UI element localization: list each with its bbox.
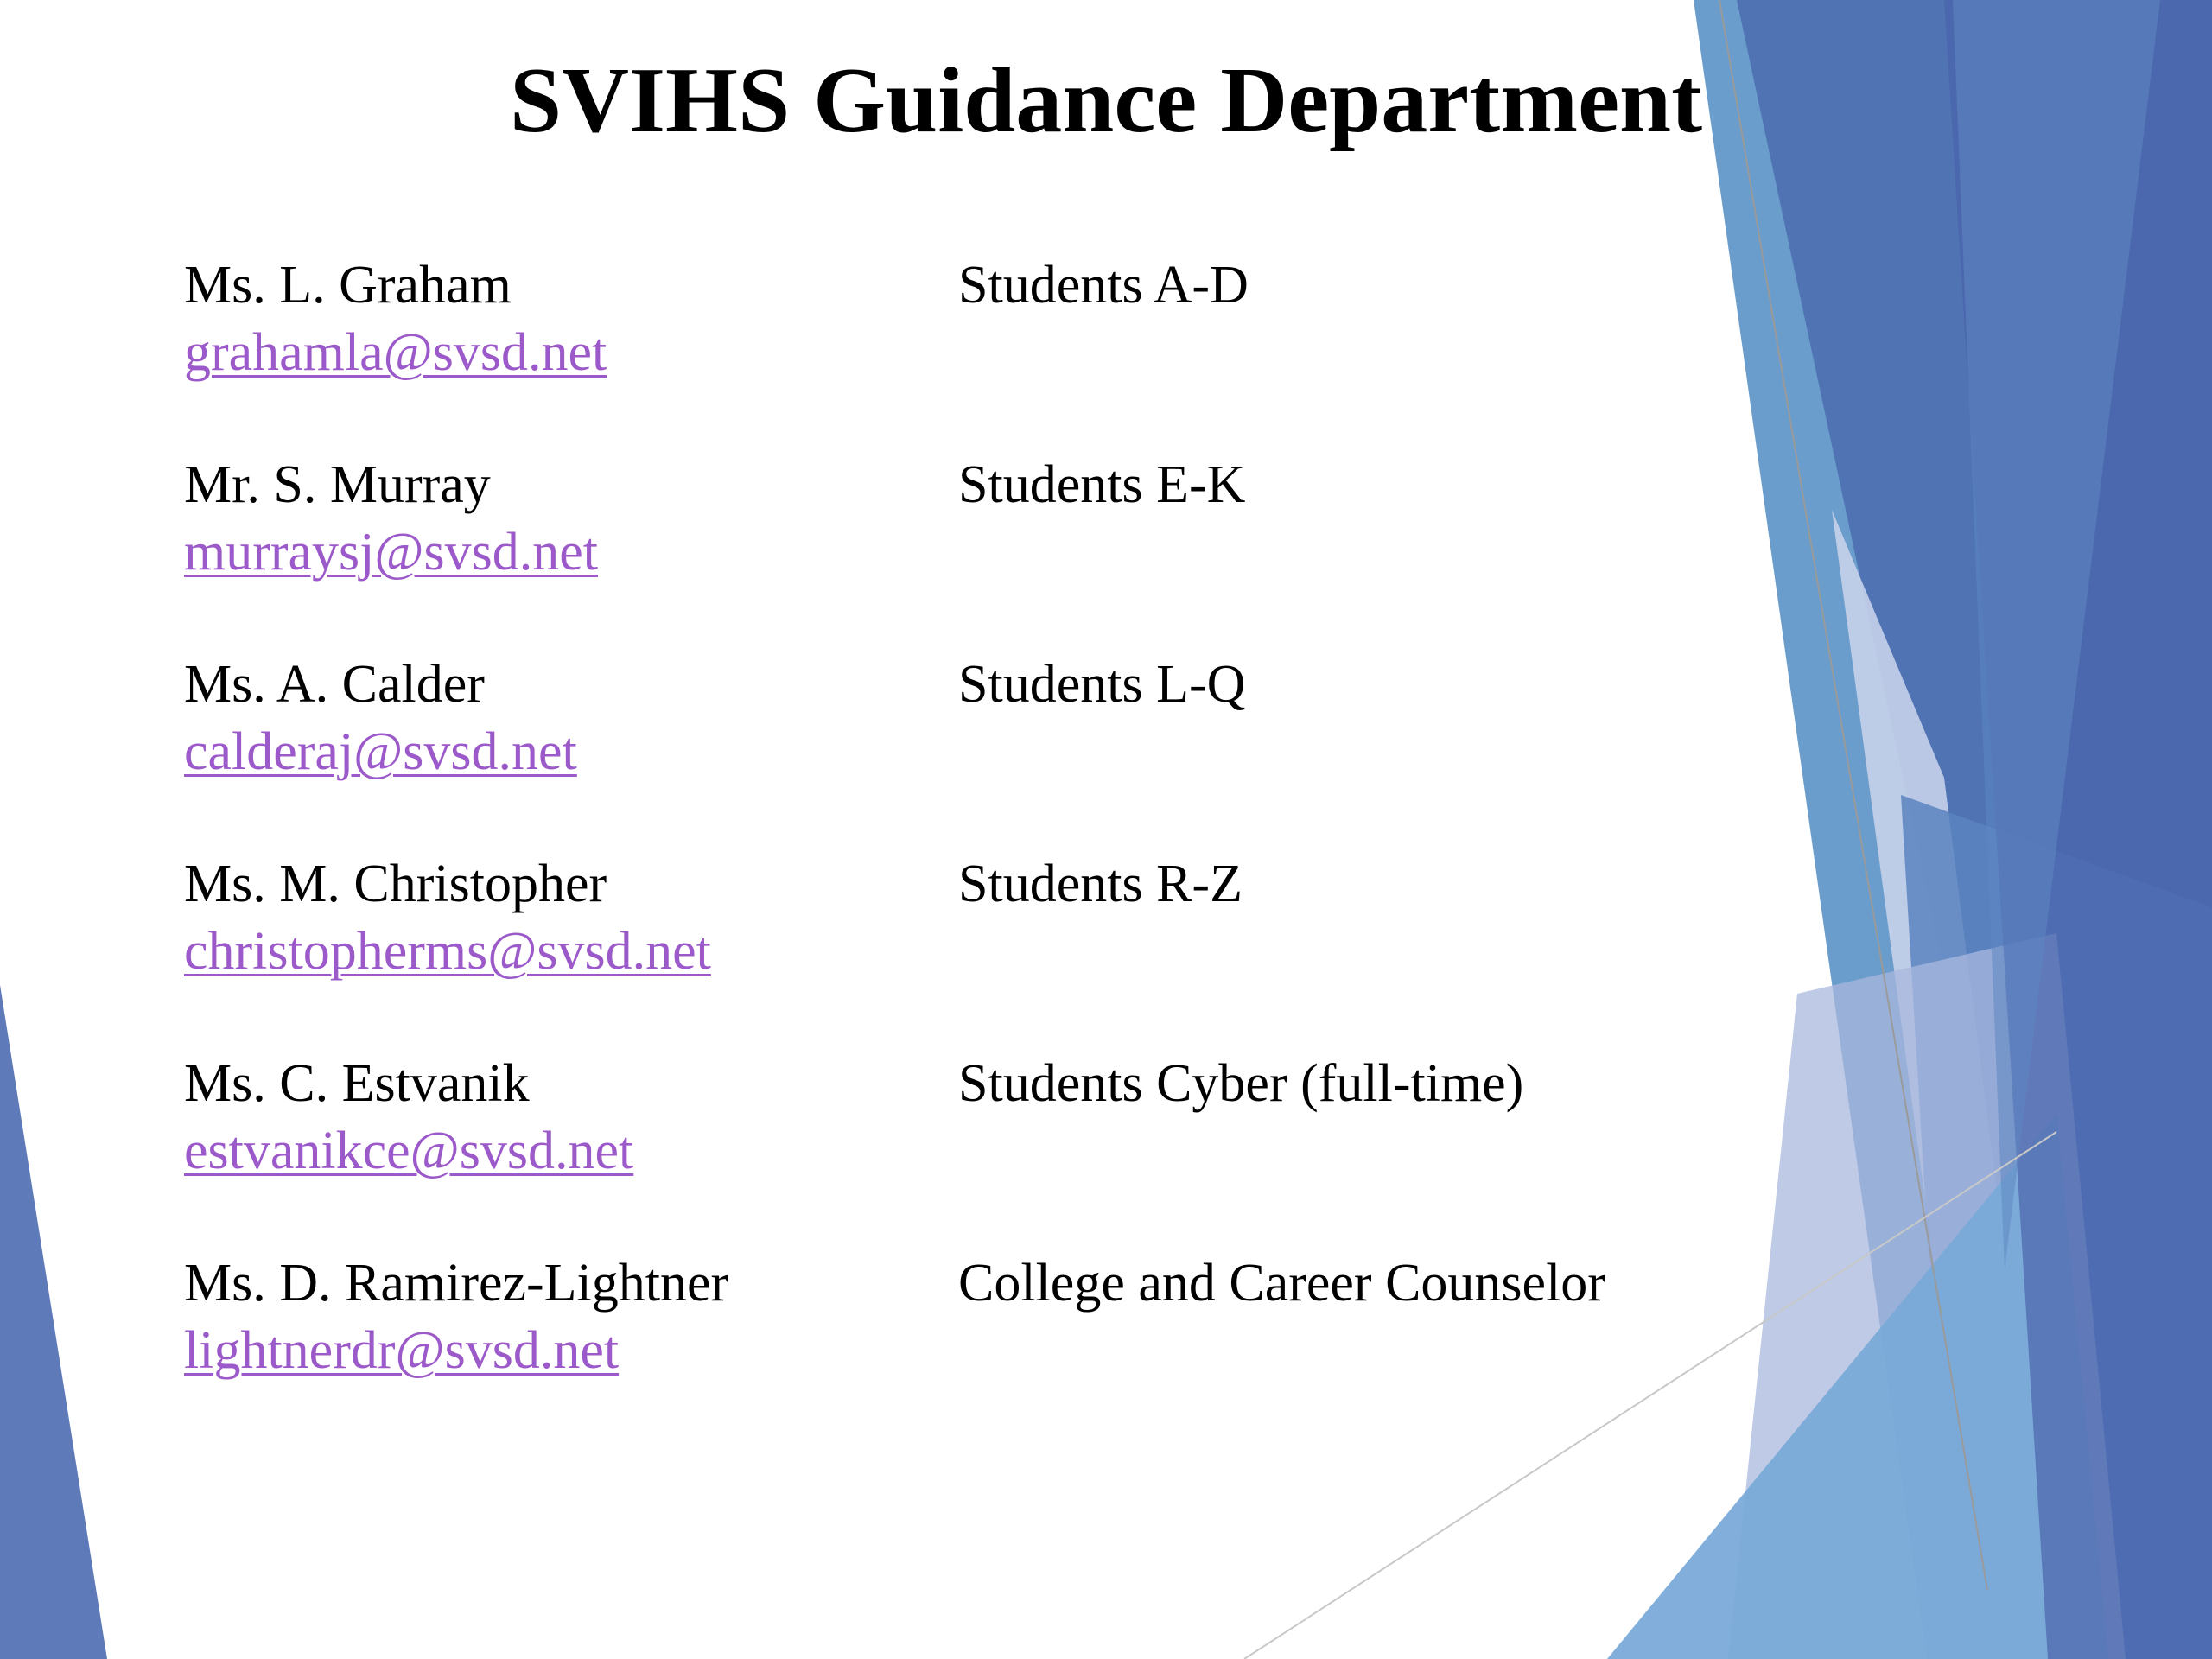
counselor-email-link[interactable]: calderaj@svsd.net: [184, 722, 577, 781]
counselor-email-link[interactable]: murraysj@svsd.net: [184, 523, 598, 582]
counselor-entry: [184, 652, 1739, 851]
counselor-assignment: Students R-Z: [958, 855, 1243, 913]
counselor-entry: [184, 1250, 1739, 1450]
counselor-email-link[interactable]: christopherms@svsd.net: [184, 922, 711, 981]
counselor-list: [184, 252, 1739, 1450]
counselor-name: Ms. L. Graham: [184, 256, 512, 315]
counselor-name: Mr. S. Murray: [184, 455, 491, 514]
counselor-entry: [184, 1051, 1739, 1250]
counselor-email-link[interactable]: grahamla@svsd.net: [184, 323, 607, 382]
slide-title: SVIHS Guidance Department: [509, 49, 1703, 152]
counselor-name: Ms. D. Ramirez-Lightner: [184, 1254, 729, 1313]
counselor-entry: [184, 252, 1739, 452]
counselor-entry: [184, 452, 1739, 652]
counselor-entry: [184, 851, 1739, 1051]
counselor-name: Ms. A. Calder: [184, 655, 485, 714]
counselor-assignment: Students L-Q: [958, 655, 1246, 714]
counselor-assignment: Students A-D: [958, 256, 1249, 315]
left-facet-shape: [0, 985, 107, 1659]
counselor-assignment: Students Cyber (full-time): [958, 1054, 1524, 1113]
counselor-name: Ms. C. Estvanik: [184, 1054, 530, 1113]
counselor-email-link[interactable]: lightnerdr@svsd.net: [184, 1321, 620, 1380]
counselor-assignment: College and Career Counselor: [958, 1254, 1605, 1313]
counselor-assignment: Students E-K: [958, 455, 1246, 514]
counselor-name: Ms. M. Christopher: [184, 855, 607, 913]
counselor-email-link[interactable]: estvanikce@svsd.net: [184, 1122, 634, 1180]
